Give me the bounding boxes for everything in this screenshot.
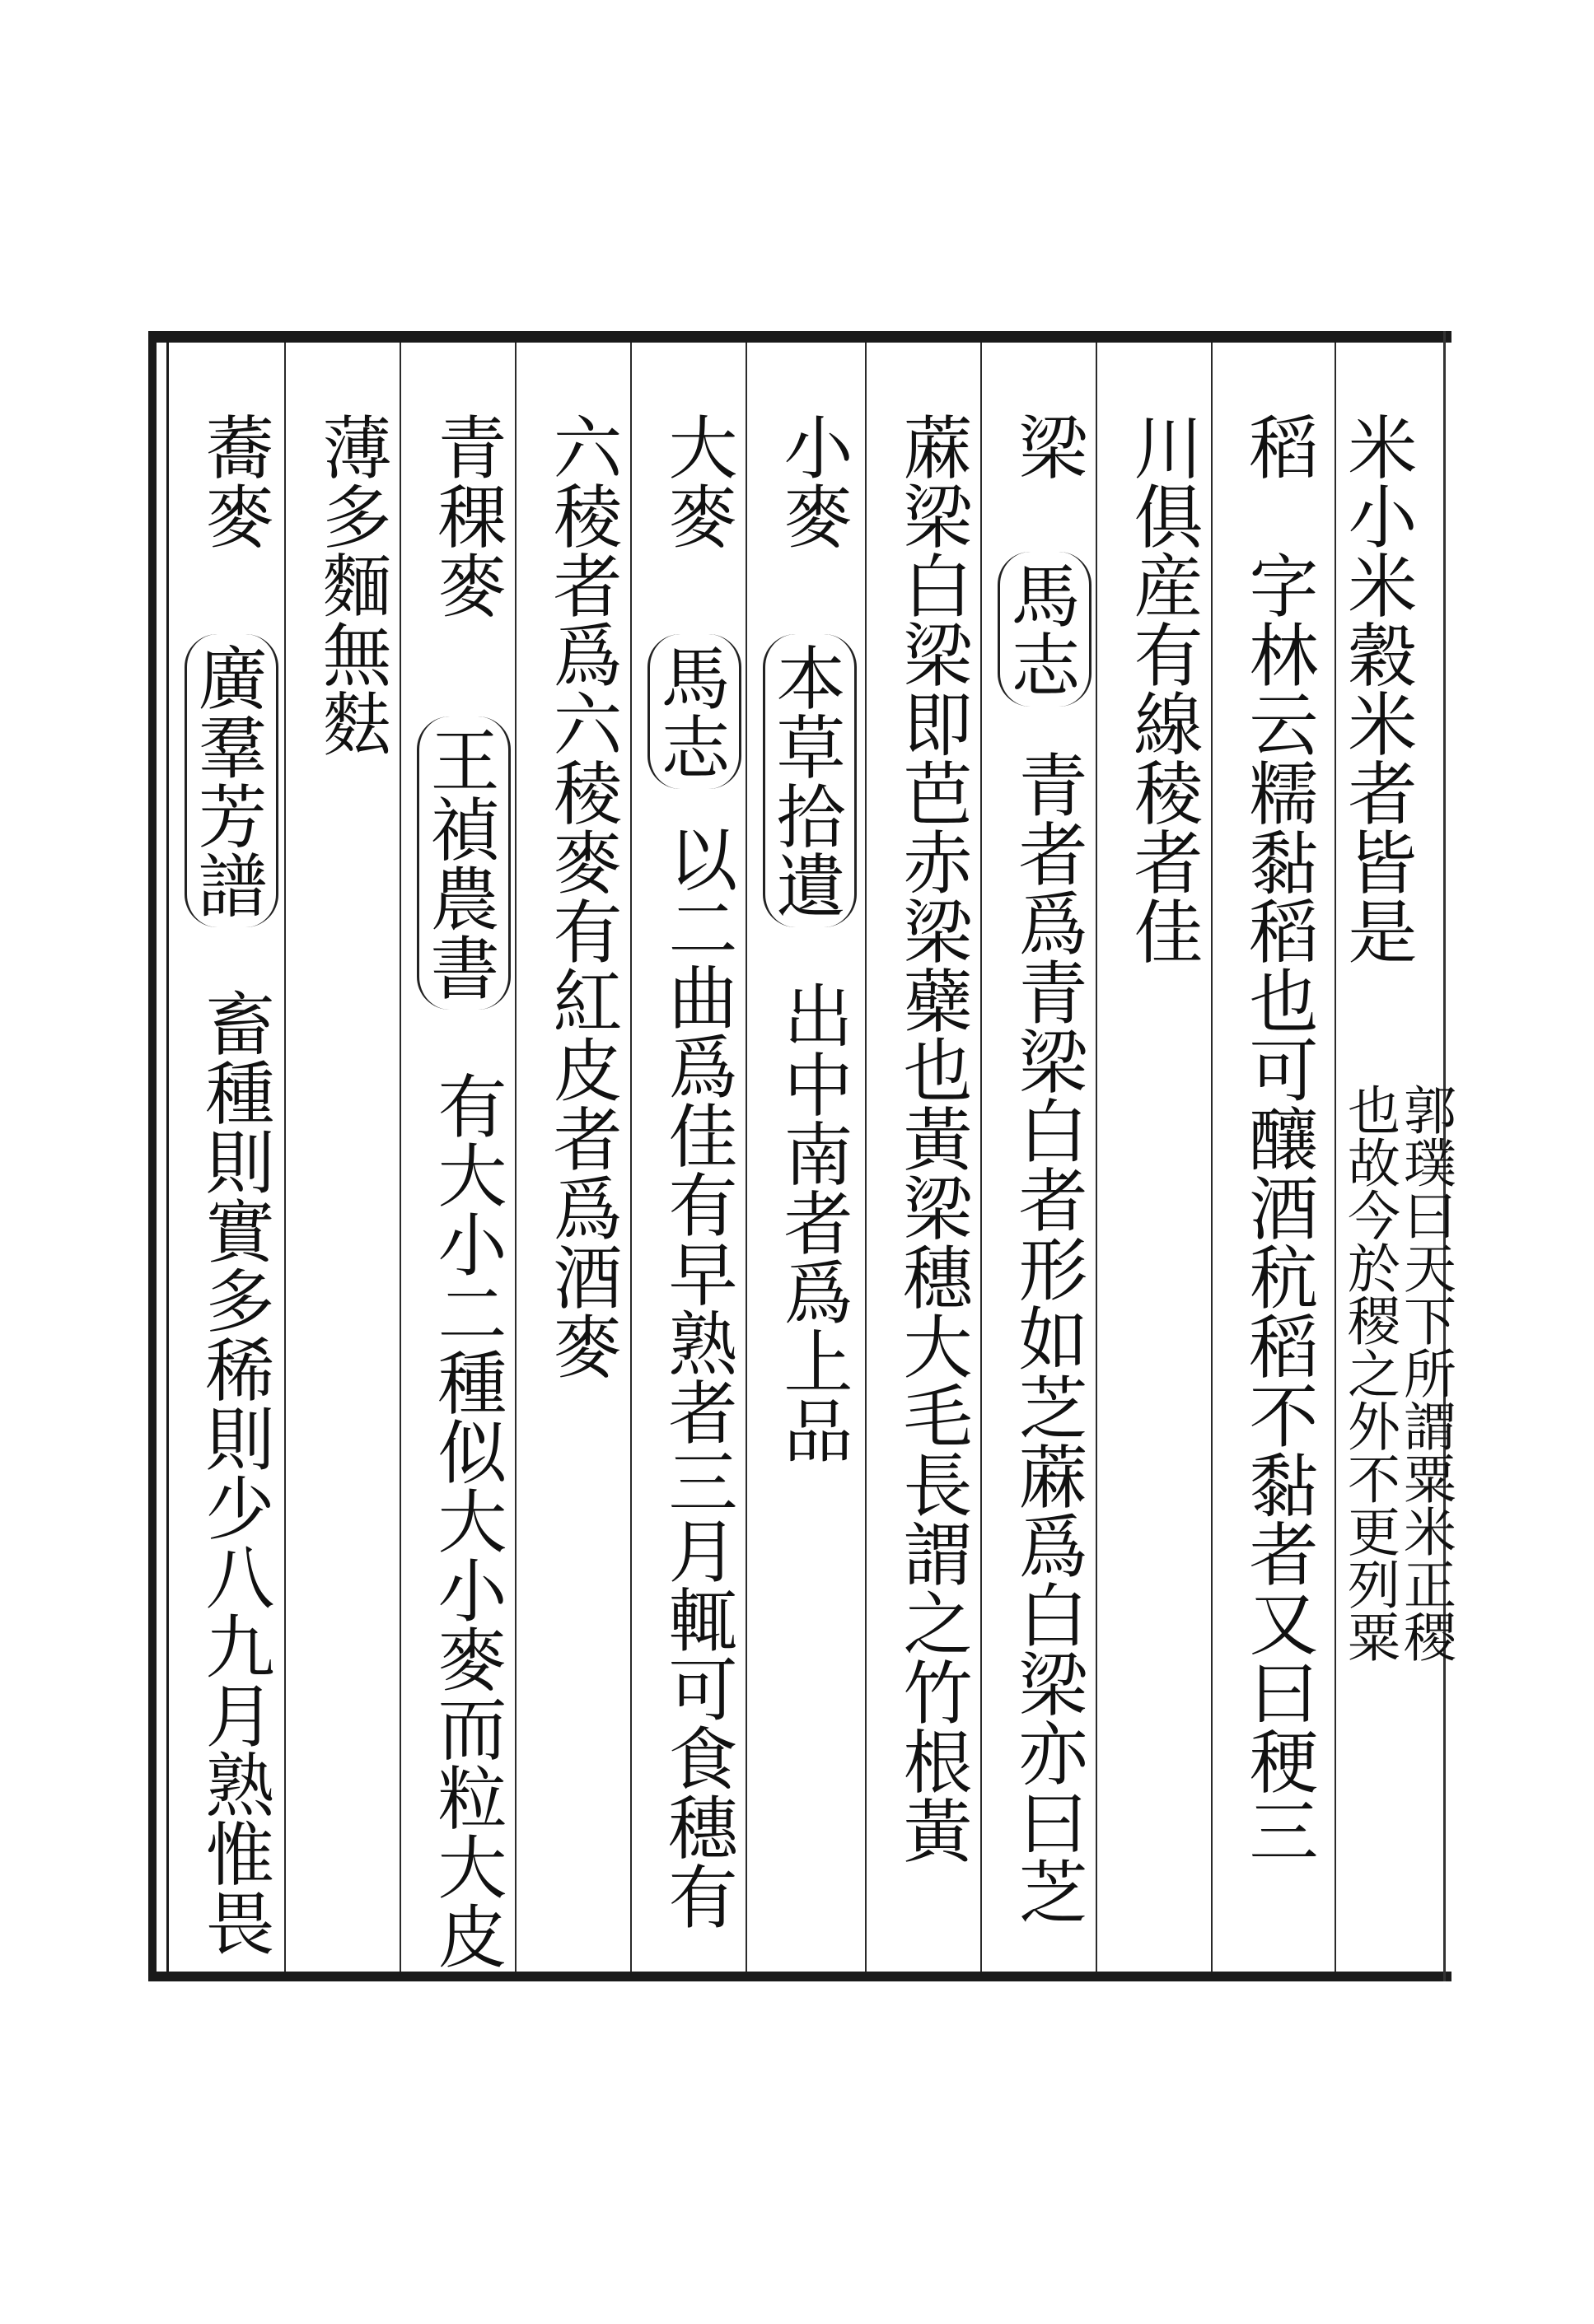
source-note: 本草拾遺 (763, 634, 857, 927)
main-text: 畜種則實多稀則少八九月熟惟畏 (194, 988, 275, 1957)
annotation-left: 也故今於稷之外不更列粟 (1339, 1083, 1400, 1663)
main-text: 六稜者爲六稜麥有紅皮者爲酒麥 (542, 412, 623, 1380)
text-column-2 (1223, 412, 1322, 1968)
main-text: 蔴梁白梁即芭赤梁蘗也黃梁穗大毛長謂之竹根黃 (892, 412, 973, 1864)
entry-heading: 大麥 (657, 412, 738, 550)
entry-heading: 蕎麥 (194, 412, 275, 550)
frame-bottom-border (148, 1972, 1451, 1981)
column-rule (400, 343, 401, 1972)
text-column-11 (180, 412, 278, 1968)
text-column-1 (1335, 412, 1456, 1968)
frame-top-border (148, 331, 1451, 343)
main-text: 青者爲青梁白者形如芝蔴爲白梁亦曰芝 (1007, 749, 1088, 1925)
source-note: 廣羣芳譜 (185, 634, 278, 927)
column-rule (980, 343, 982, 1972)
column-rule (1211, 343, 1213, 1972)
main-text: 有大小二種似大小麥而粒大皮 (427, 1071, 507, 1970)
entry-heading: 青稞麥 (427, 412, 507, 619)
column-rule (515, 343, 517, 1972)
frame-left-border (148, 331, 157, 1981)
column-rule (284, 343, 286, 1972)
entry-heading: 梁 (1007, 412, 1088, 481)
annotation-right: 郭璞曰天下所謂粟米正稷 (1395, 1083, 1456, 1663)
text-column-6 (758, 412, 857, 1968)
text-column-10 (297, 412, 395, 1968)
column-rule (630, 343, 632, 1972)
column-rule (865, 343, 867, 1972)
source-note: 王禎農書 (417, 716, 511, 1010)
text-column-7 (643, 412, 741, 1968)
column-rule (746, 343, 747, 1972)
text-column-4 (993, 412, 1091, 1968)
text-column-3 (1108, 412, 1207, 1968)
source-note: 馬志 (647, 634, 741, 789)
main-text: 出中南者爲上品 (773, 980, 853, 1464)
main-text: 川俱産有線稜者佳 (1123, 412, 1204, 965)
main-text: 稻 字林云糯黏稻也可釀酒秔稻不黏者又曰稉三 (1238, 412, 1319, 1864)
entry-heading: 小麥 (773, 412, 853, 550)
main-text: 薄多麵無麮 (311, 412, 392, 758)
frame-left-inner-border (166, 343, 169, 1972)
main-text: 米小米穀米者皆是 (1337, 412, 1418, 965)
text-column-8 (527, 412, 626, 1968)
main-text: 以二曲爲佳有早熟者三月輒可食穗有 (657, 824, 738, 1930)
column-rule (1096, 343, 1097, 1972)
text-column-9 (412, 412, 511, 1968)
text-column-5 (877, 412, 976, 1968)
source-note: 馬志 (998, 552, 1091, 707)
